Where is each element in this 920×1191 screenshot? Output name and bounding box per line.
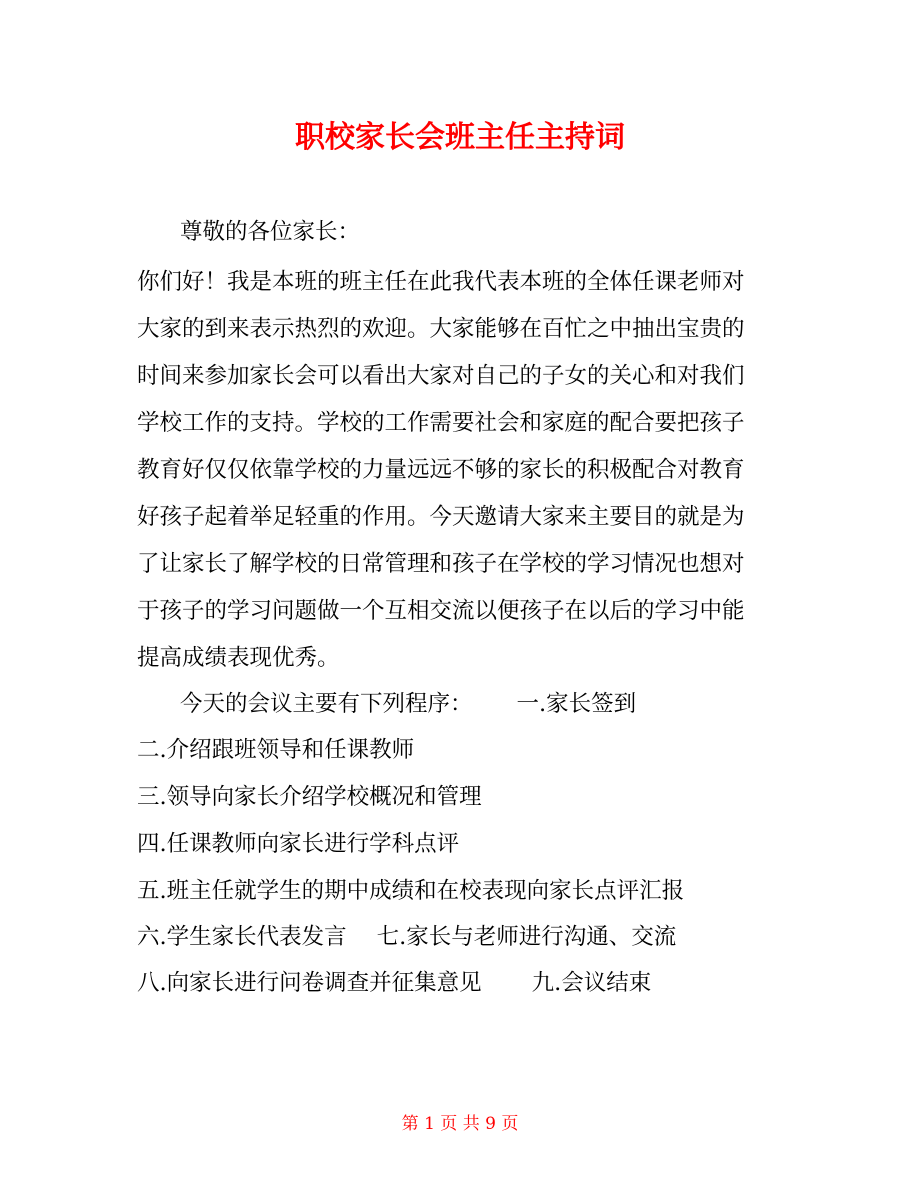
agenda-intro: 今天的会议主要有下列程序：	[180, 691, 473, 717]
agenda-item: 四.任课教师向家长进行学科点评	[137, 831, 460, 857]
paragraph-line: 了让家长了解学校的日常管理和孩子在学校的学习情况也想对	[137, 551, 745, 577]
paragraph-line: 提高成绩表现优秀。	[137, 645, 340, 671]
page-number: 第 1 页 共 9 页	[401, 1114, 519, 1134]
agenda-item: 八.向家长进行问卷调查并征集意见	[137, 970, 482, 996]
agenda-item: 五.班主任就学生的期中成绩和在校表现向家长点评汇报	[137, 878, 685, 904]
agenda-line	[137, 968, 651, 998]
agenda-item: 九.会议结束	[531, 970, 652, 996]
paragraph-line: 你们好！我是本班的班主任在此我代表本班的全体任课老师对	[137, 269, 745, 295]
agenda-item: 三.领导向家长介绍学校概况和管理	[137, 784, 482, 810]
agenda-item: 七.家长与老师进行沟通、交流	[376, 924, 677, 950]
paragraph-line: 大家的到来表示热烈的欢迎。大家能够在百忙之中抽出宝贵的	[137, 316, 745, 342]
agenda-intro-line	[180, 689, 636, 719]
agenda-line	[137, 922, 676, 952]
paragraph-line: 教育好仅仅依靠学校的力量远远不够的家长的积极配合对教育	[137, 457, 745, 483]
paragraph-line: 于孩子的学习问题做一个互相交流以便孩子在以后的学习中能	[137, 598, 745, 624]
paragraph-line: 时间来参加家长会可以看出大家对自己的子女的关心和对我们	[137, 363, 745, 389]
paragraph-line: 学校工作的支持。学校的工作需要社会和家庭的配合要把孩子	[137, 410, 745, 436]
salutation: 尊敬的各位家长：	[180, 219, 361, 245]
agenda-item: 一.家长签到	[516, 691, 637, 717]
paragraph-line: 好孩子起着举足轻重的作用。今天邀请大家来主要目的就是为	[137, 504, 745, 530]
agenda-item: 二.介绍跟班领导和任课教师	[137, 737, 415, 763]
agenda-item: 六.学生家长代表发言	[137, 924, 347, 950]
document-title: 职校家长会班主任主持词	[295, 120, 625, 155]
